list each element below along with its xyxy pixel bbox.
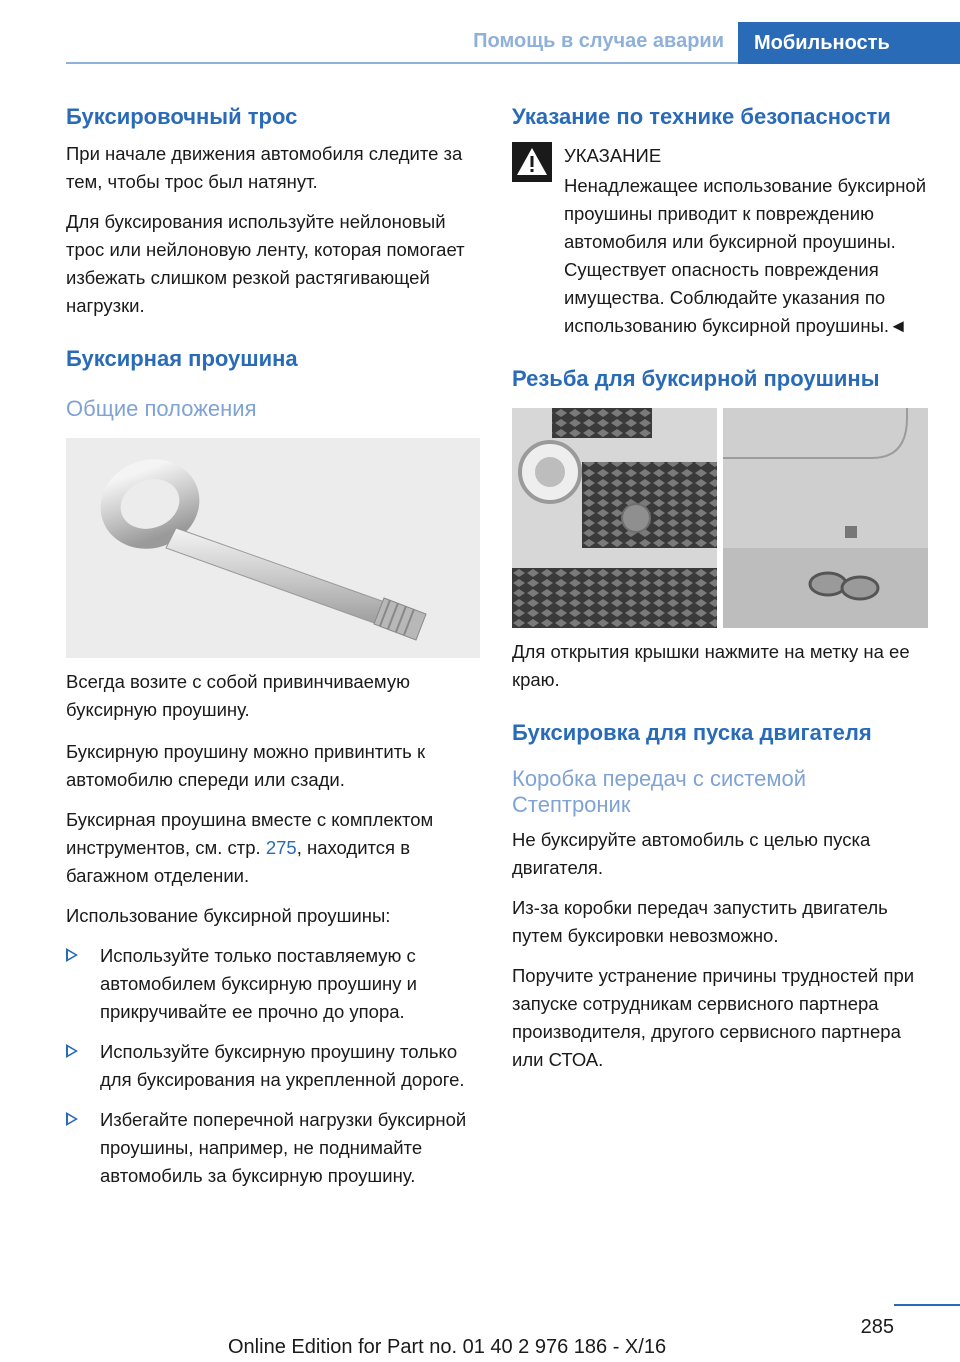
page-reference-link[interactable]: 275 [265,837,297,858]
heading-steptronic: Коробка передач с системой Стептроник [512,766,806,817]
warning-icon [512,142,552,182]
heading-tow-start: Буксировка для пуска двигателя [512,720,872,745]
bullet-triangle-icon [66,1112,78,1126]
paragraph-towrope-1: При начале движения автомобиля следите за тем, чтобы трос был натянут. [66,143,463,192]
header-section-title: Помощь в случае аварии [473,30,724,52]
bullet-text: Избегайте поперечной нагрузки буксирной проушины, например, не поднимайте автомобиль за буксирную проушину. [100,1109,467,1186]
footer-rule [894,1304,960,1306]
heading-towrope: Буксировочный трос [66,104,298,129]
bumper-photos [512,408,928,628]
paragraph-usage: Использование буксирной проушины: [66,905,391,926]
page-number: 285 [860,1316,894,1338]
paragraph-eye-1: Всегда возите с собой привинчиваемую буксирную проушину. [66,671,410,720]
warning-text: Ненадлежащее использование буксирной проушины приводит к повреждению автомобиля или буксирной проушины. Существует опасность повреждения имущества. Соблюдайте указания по использованию буксирной проушины.◄ [564,175,927,336]
tow-eye-illustration [66,438,480,658]
paragraph-steptronic-1: Не буксируйте автомобиль с целью пуска двигателя. [512,829,871,878]
warning-title: УКАЗАНИЕ [564,145,662,166]
heading-general: Общие положения [66,396,257,421]
paragraph-thread: Для открытия крышки нажмите на метку на ее краю. [512,641,910,690]
bullet-triangle-icon [66,948,78,962]
bumper-illustration [512,408,928,628]
edition-info: Online Edition for Part no. 01 40 2 976 186 - X/16 [228,1336,667,1358]
paragraph-eye-3-text-a: Буксирная проушина вместе с комплектом инструментов, см. стр. [66,809,434,858]
warning-block [512,142,930,340]
bullet-text: Используйте только поставляемую с автомобилем буксирную проушину и прикручивайте ее прочно до упора. [100,945,417,1022]
paragraph-eye-3-text-b: , находится в багажном отделении. [66,837,411,886]
heading-thread: Резьба для буксирной проушины [512,366,880,391]
paragraph-eye-2: Буксирную проушину можно привинтить к автомобилю спереди или сзади. [66,741,426,790]
bullet-text: Используйте буксирную проушину только для буксирования на укрепленной дороге. [100,1041,465,1090]
heading-tow-eye: Буксирная проушина [66,346,298,371]
paragraph-steptronic-3: Поручите устранение причины трудностей при запуске сотрудникам сервисного партнера производителя, другого сервисного партнера или СТОА. [512,965,915,1070]
header-rule [66,62,738,64]
header-chapter-tab: Мобильность [738,22,960,64]
paragraph-eye-3 [66,806,480,890]
bullet-item [66,1106,480,1190]
paragraph-towrope-2: Для буксирования используйте нейлоновый трос или нейлоновую ленту, которая помогает избежать слишком резкой растягивающей нагрузки. [66,211,465,316]
left-column [66,102,480,1190]
bullet-triangle-icon [66,1044,78,1058]
right-column [512,102,930,1074]
heading-safety: Указание по технике безопасности [512,104,891,129]
bullet-item [66,942,480,1026]
bullet-item [66,1038,480,1094]
tow-eye-figure [66,438,480,658]
paragraph-steptronic-2: Из-за коробки передач запустить двигатель путем буксировки невозможно. [512,897,888,946]
